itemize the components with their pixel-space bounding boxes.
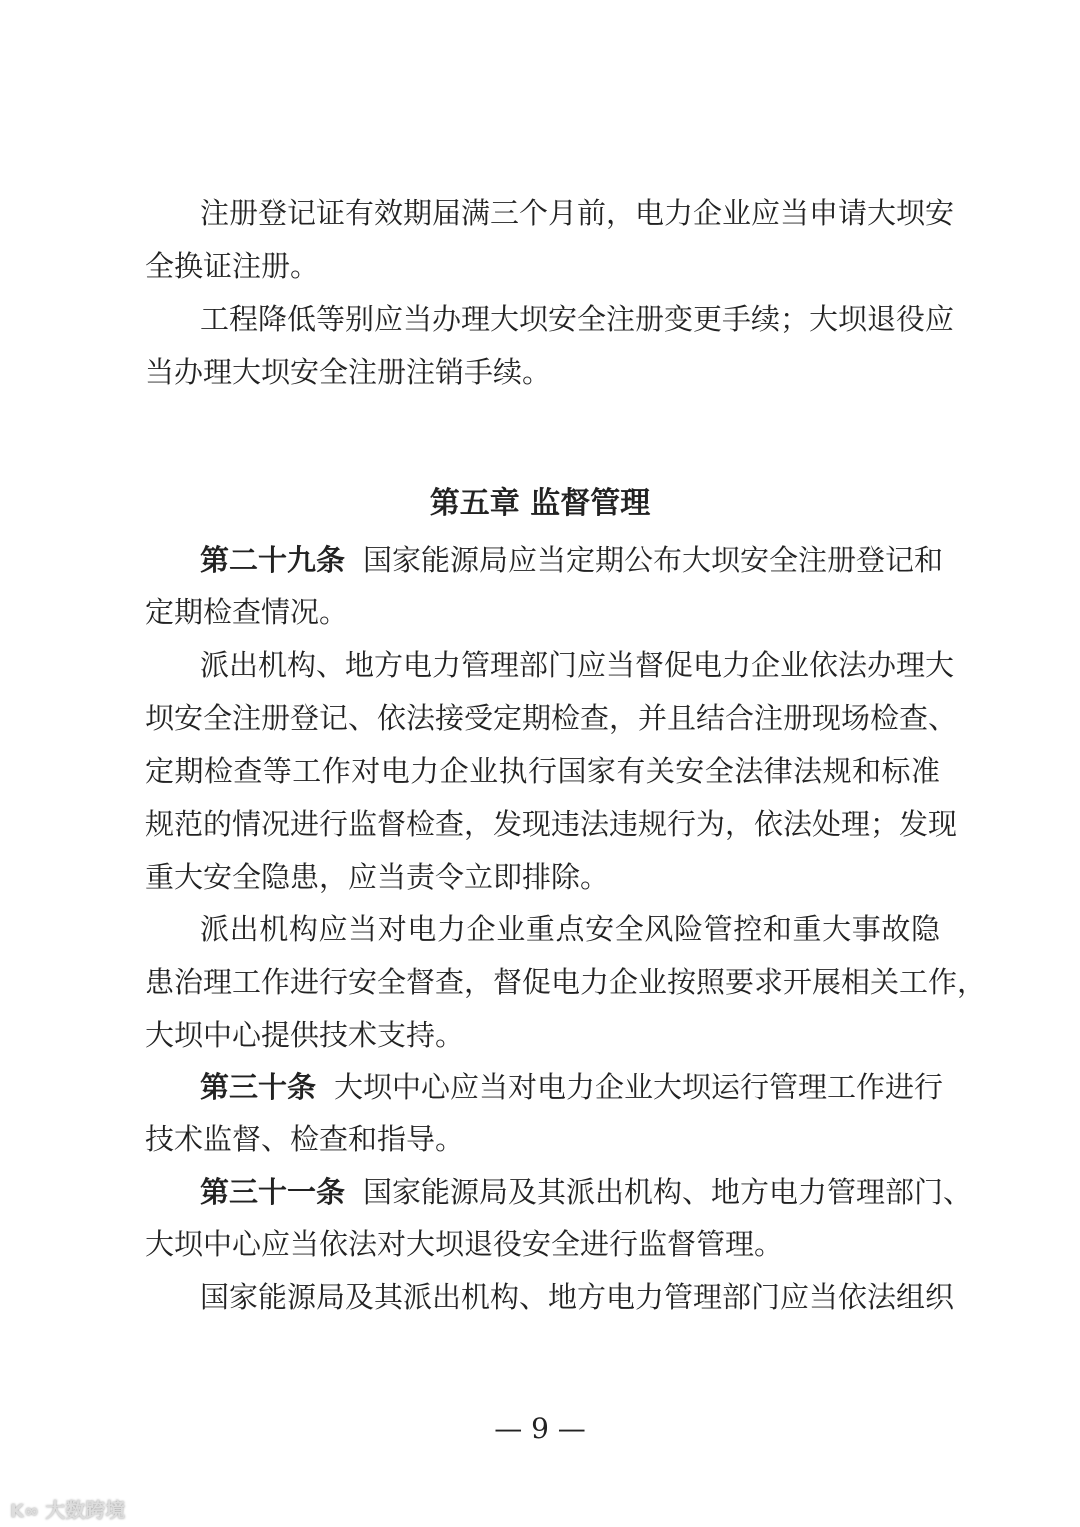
article-30-line: [200, 1069, 944, 1105]
text-line: 大坝中心提供技术支持。: [145, 1018, 465, 1052]
article-label: 第二十九条: [200, 543, 346, 577]
text-line: 坝安全注册登记、依法接受定期检查，并且结合注册现场检查、: [145, 701, 958, 735]
text-line: 全换证注册。: [145, 249, 320, 283]
text-line: 大坝中心应当依法对大坝退役安全进行监督管理。: [145, 1227, 784, 1261]
article-29-line: [200, 542, 944, 578]
text-line: 注册登记证有效期届满三个月前，电力企业应当申请大坝安: [200, 196, 955, 230]
text-line: 国家能源局及其派出机构、地方电力管理部门、: [363, 1175, 973, 1209]
text-line: 重大安全隐患，应当责令立即排除。: [145, 860, 610, 894]
text-line: 定期检查情况。: [145, 595, 349, 629]
article-31-line: [200, 1174, 973, 1210]
page-number: — 9 —: [494, 1412, 586, 1445]
text-line: 工程降低等别应当办理大坝安全注册变更手续；大坝退役应: [200, 302, 955, 336]
text-line: 定期检查等工作对电力企业执行国家有关安全法律法规和标准: [145, 754, 940, 788]
chapter-heading: 第五章 监督管理: [429, 486, 651, 521]
text-line: 大坝中心应当对电力企业大坝运行管理工作进行: [334, 1070, 944, 1104]
text-line: 当办理大坝安全注册注销手续。: [145, 355, 552, 389]
text-line: 规范的情况进行监督检查，发现违法违规行为，依法处理；发现: [145, 807, 958, 841]
text-line: 患治理工作进行安全督查，督促电力企业按照要求开展相关工作，: [145, 965, 987, 999]
watermark-icon: K∞: [10, 1501, 46, 1522]
article-label: 第三十一条: [200, 1175, 346, 1209]
text-line: 国家能源局应当定期公布大坝安全注册登记和: [363, 543, 944, 577]
text-line: 派出机构应当对电力企业重点安全风险管控和重大事故隐: [200, 912, 940, 946]
watermark-text: 大数跨境: [45, 1498, 126, 1522]
text-line: 技术监督、检查和指导。: [145, 1122, 465, 1156]
article-label: 第三十条: [200, 1070, 317, 1104]
text-line: 国家能源局及其派出机构、地方电力管理部门应当依法组织: [200, 1280, 955, 1314]
text-line: 派出机构、地方电力管理部门应当督促电力企业依法办理大: [200, 648, 955, 682]
watermark-logo: [10, 1494, 125, 1523]
